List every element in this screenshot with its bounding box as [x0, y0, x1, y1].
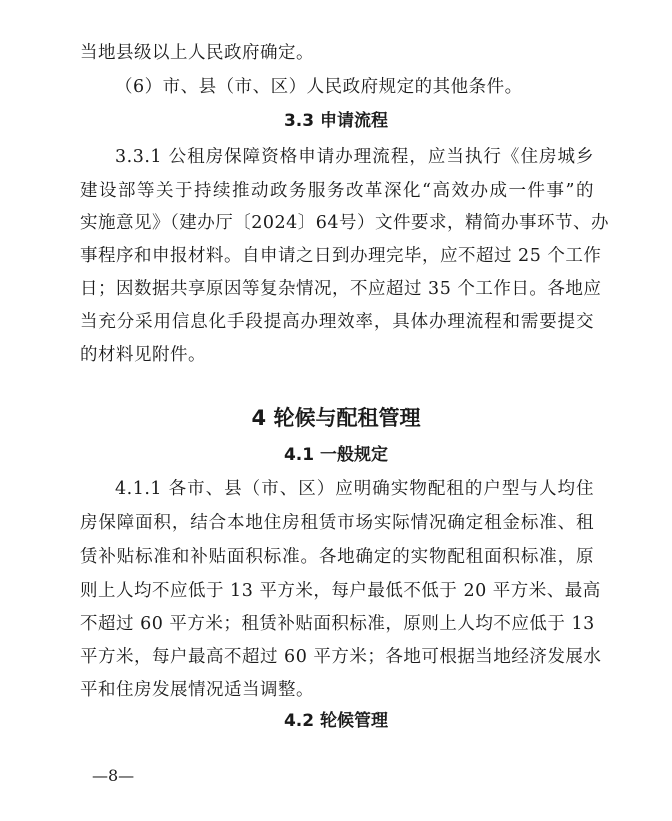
text-line: 当地县级以上人民政府确定。	[80, 43, 314, 63]
page-number: —8—	[92, 766, 135, 785]
section-heading-4-1: 4.1 一般规定	[283, 445, 389, 465]
paragraph-line: 平方米，每户最高不超过 60 平方米；各地可根据当地经济发展水	[80, 647, 602, 667]
text-line: （6）市、县（市、区）人民政府规定的其他条件。	[115, 77, 523, 97]
paragraph-line: 当充分采用信息化手段提高办理效率，具体办理流程和需要提交	[80, 312, 594, 332]
paragraph-line: 3.3.1 公租房保障资格申请办理流程，应当执行《住房城乡	[115, 147, 594, 167]
paragraph-line: 平和住房发展情况适当调整。	[80, 680, 314, 700]
paragraph-line: 日；因数据共享原因等复杂情况，不应超过 35 个工作日。各地应	[80, 279, 602, 299]
section-heading-3-3: 3.3 申请流程	[283, 111, 389, 131]
paragraph-line: 赁补贴标准和补贴面积标准。各地确定的实物配租面积标准，原	[80, 547, 594, 567]
paragraph-line: 建设部等关于持续推动政务服务改革深化“高效办成一件事”的	[80, 181, 594, 201]
chapter-heading-4: 4 轮候与配租管理	[251, 406, 421, 430]
paragraph-line: 事程序和申报材料。自申请之日到办理完毕，应不超过 25 个工作	[80, 246, 602, 266]
paragraph-line: 房保障面积，结合本地住房租赁市场实际情况确定租金标准、租	[80, 513, 594, 533]
paragraph-line: 的材料见附件。	[80, 345, 206, 365]
paragraph-line: 实施意见》（建办厅〔2024〕64号）文件要求，精简办事环节、办	[80, 213, 610, 233]
section-heading-4-2: 4.2 轮候管理	[283, 711, 389, 731]
paragraph-line: 不超过 60 平方米；租赁补贴面积标准，原则上人均不应低于 13	[80, 614, 595, 634]
paragraph-line: 4.1.1 各市、县（市、区）应明确实物配租的户型与人均住	[115, 479, 594, 499]
paragraph-line: 则上人均不应低于 13 平方米，每户最低不低于 20 平方米、最高	[80, 581, 601, 601]
